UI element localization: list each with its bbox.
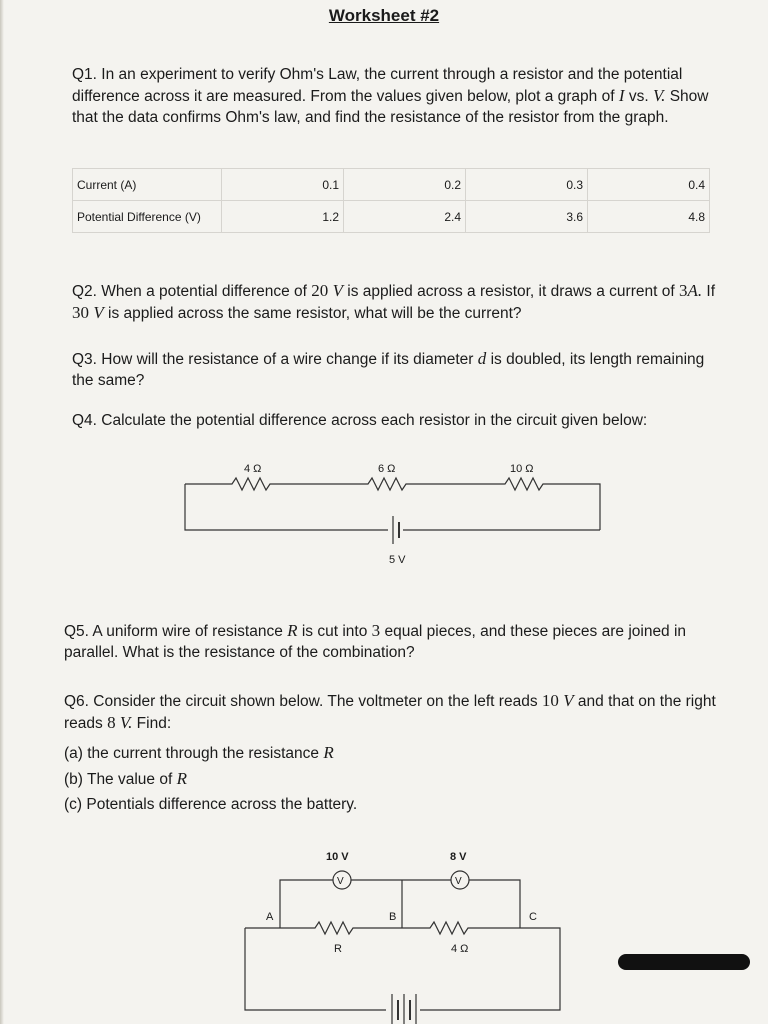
q3-var-d: d bbox=[477, 349, 487, 368]
q6-parts bbox=[64, 740, 357, 817]
circuit2-voltmeter-wire-right bbox=[469, 880, 520, 928]
q2-i: 3 bbox=[678, 281, 688, 300]
q1-var-v: V. bbox=[652, 86, 666, 105]
voltmeter-1-symbol: V bbox=[337, 876, 344, 887]
circuit2-left-return bbox=[245, 928, 386, 1010]
page-edge-shadow bbox=[0, 0, 4, 1024]
table-row bbox=[73, 169, 710, 201]
voltmeter-1-reading: 10 V bbox=[326, 851, 349, 863]
circuit1-r2-label: 6 Ω bbox=[378, 463, 396, 475]
q6-v1: 10 bbox=[541, 691, 559, 710]
q6-v2: 8 bbox=[107, 713, 116, 732]
q2-v2-unit: V bbox=[93, 303, 104, 322]
table-cell: 0.1 bbox=[222, 169, 344, 201]
q2-i-unit: A. bbox=[687, 281, 703, 300]
voltmeter-2-reading: 8 V bbox=[450, 851, 467, 863]
q1-text: Q1. In an experiment to verify Ohm's Law, the current through a resistor and the potential difference across it are measured. From the values given below, plot a graph of bbox=[72, 66, 683, 105]
circuit2-voltmeter-wire-left bbox=[280, 880, 333, 928]
question-6 bbox=[64, 690, 734, 734]
table-cell: 2.4 bbox=[344, 201, 466, 233]
circuit1-left-wire bbox=[185, 484, 388, 530]
table-cell: 4.8 bbox=[588, 201, 710, 233]
q2-text-c: If bbox=[706, 283, 716, 300]
question-4 bbox=[72, 410, 717, 431]
q6-part-b bbox=[64, 766, 357, 792]
node-b-label: B bbox=[389, 911, 397, 923]
q2-v1: 20 bbox=[311, 281, 329, 300]
question-1 bbox=[72, 64, 712, 128]
resistor-r-label: R bbox=[334, 943, 342, 955]
node-a-label: A bbox=[266, 911, 274, 923]
voltmeter-2-symbol: V bbox=[455, 876, 462, 887]
q2-v2: 30 bbox=[72, 303, 89, 322]
q6-text-a: Q6. Consider the circuit shown below. The voltmeter on the left reads bbox=[64, 693, 538, 710]
table-cell: 3.6 bbox=[466, 201, 588, 233]
q2-text-b: is applied across a resistor, it draws a current of bbox=[347, 283, 675, 300]
q4-text: Q4. Calculate the potential difference across each resistor in the circuit given below: bbox=[72, 412, 648, 429]
q2-v1-unit: V bbox=[332, 281, 343, 300]
q3-text-a: Q3. How will the resistance of a wire change if its diameter bbox=[72, 351, 474, 368]
q6-v1-unit: V bbox=[563, 691, 574, 710]
circuit1-top-wire bbox=[185, 478, 600, 530]
ink-redaction-mark bbox=[618, 954, 750, 970]
node-c-label: C bbox=[529, 911, 537, 923]
q6-part-a-text: (a) the current through the resistance bbox=[64, 745, 320, 762]
q5-text-c: equal pieces, and these pieces are joined in parallel. What is the resistance of the combination? bbox=[64, 623, 687, 661]
circuit2-resistor-row bbox=[245, 922, 560, 1010]
q6-part-b-text: (b) The value of bbox=[64, 771, 173, 788]
q1-text2: Show that the data confirms Ohm's law, and find the resistance of the resistor from the graph. bbox=[72, 88, 709, 126]
q6-text-c: Find: bbox=[136, 715, 172, 732]
question-5 bbox=[64, 620, 729, 663]
table-row bbox=[73, 201, 710, 233]
q2-text-a: Q2. When a potential difference of bbox=[72, 283, 307, 300]
question-2 bbox=[72, 280, 717, 324]
table-row-label: Current (A) bbox=[73, 169, 222, 201]
table-row-label: Potential Difference (V) bbox=[73, 201, 222, 233]
q6-v2-unit: V. bbox=[119, 713, 133, 732]
circuit-diagram-2 bbox=[245, 871, 560, 1024]
q6-part-c bbox=[64, 792, 357, 817]
q1-vs: vs. bbox=[628, 88, 649, 105]
voltmeter-1-icon bbox=[333, 871, 351, 889]
table-cell: 0.3 bbox=[466, 169, 588, 201]
circuit1-r1-label: 4 Ω bbox=[244, 463, 262, 475]
q5-text-b: is cut into bbox=[301, 623, 368, 640]
table-cell: 0.4 bbox=[588, 169, 710, 201]
q6-part-c-text: (c) Potentials difference across the battery. bbox=[64, 796, 358, 813]
worksheet-title: Worksheet #2 bbox=[328, 6, 440, 25]
question-3 bbox=[72, 348, 717, 391]
circuit1-battery-label: 5 V bbox=[389, 554, 406, 566]
voltmeter-2-icon bbox=[451, 871, 469, 889]
q6-part-b-var: R bbox=[176, 769, 187, 788]
q5-var-r: R bbox=[287, 621, 298, 640]
q3-text-b: is doubled, its length remaining the same? bbox=[72, 351, 705, 389]
q6-part-a bbox=[64, 740, 357, 766]
q6-part-a-var: R bbox=[323, 743, 334, 762]
table-cell: 0.2 bbox=[344, 169, 466, 201]
q2-text-d: is applied across the same resistor, what will be the current? bbox=[108, 305, 522, 322]
q5-text-a: Q5. A uniform wire of resistance bbox=[64, 623, 283, 640]
q1-var-i: I bbox=[618, 86, 625, 105]
ohms-law-data-table bbox=[72, 168, 710, 233]
q6-text-b: and that on the right reads bbox=[64, 693, 716, 732]
circuit1-r3-label: 10 Ω bbox=[510, 463, 534, 475]
q5-n: 3 bbox=[371, 621, 381, 640]
table-cell: 1.2 bbox=[222, 201, 344, 233]
resistor-4-label: 4 Ω bbox=[451, 943, 469, 955]
